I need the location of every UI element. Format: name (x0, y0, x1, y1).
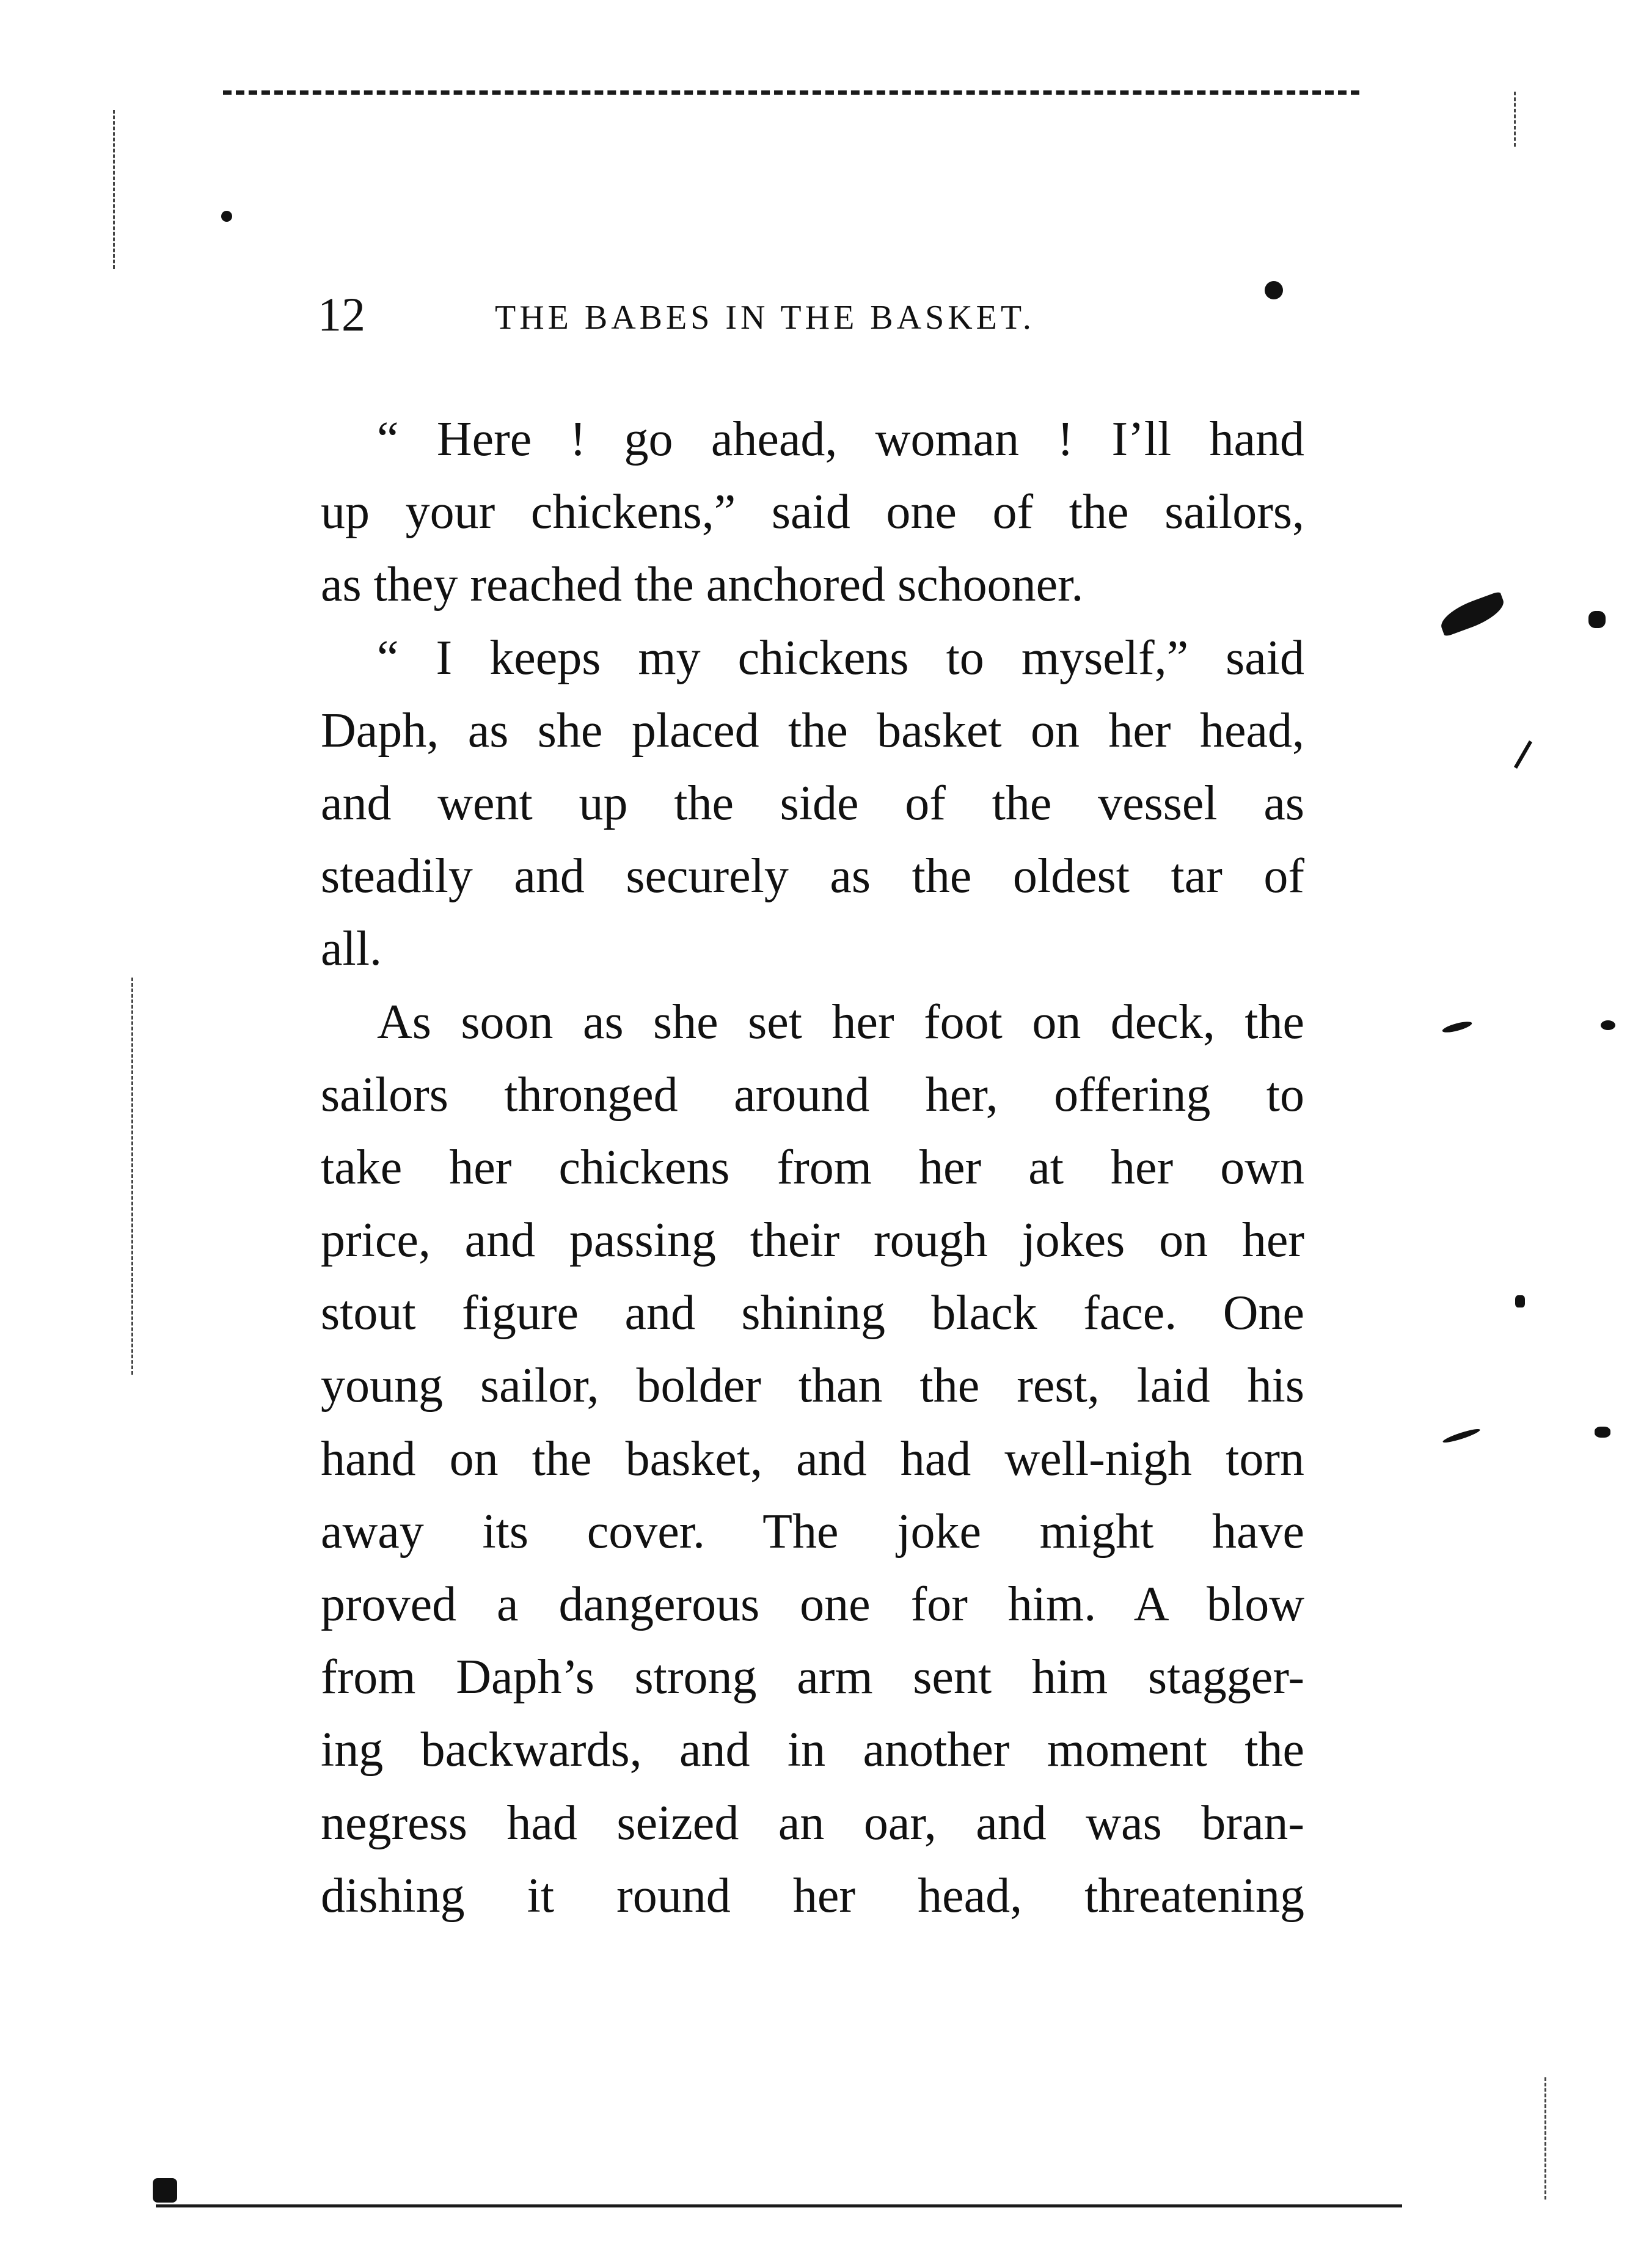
body-text (321, 403, 1304, 1933)
scan-artifact-left-edge-lower (131, 978, 133, 1375)
running-head-title: THE BABES IN THE BASKET. (495, 299, 1035, 337)
ink-speck (221, 211, 232, 222)
text-line: As soon as she set her foot on deck, the (377, 995, 1304, 1049)
text-line: proved a dangerous one for him. A blow (321, 1578, 1304, 1631)
scan-artifact-bottom-rule (156, 2204, 1402, 2207)
text-line: as they reached the anchored schooner. (321, 558, 1084, 612)
text-line: hand on the basket, and had well-nigh torn (321, 1432, 1304, 1486)
text-line: negress had seized an oar, and was bran- (321, 1796, 1304, 1850)
ink-smudge (1442, 1427, 1481, 1444)
text-line: away its cover. The joke might have (321, 1504, 1304, 1559)
text-line: “ I keeps my chickens to myself,” said (377, 631, 1304, 685)
text-line: Daph, as she placed the basket on her head, (321, 703, 1304, 758)
scan-artifact-right-edge-lower (1544, 2077, 1546, 2200)
scan-artifact-top-rule (223, 90, 1359, 95)
ink-smudge (1515, 1295, 1525, 1307)
ink-smudge (1595, 1427, 1610, 1438)
text-line: up your chickens,” said one of the sailors, (321, 485, 1304, 539)
text-line: steadily and securely as the oldest tar of (321, 849, 1304, 904)
text-line: take her chickens from her at her own (321, 1140, 1304, 1194)
text-line: ing backwards, and in another moment the (321, 1723, 1304, 1777)
ink-smudge (153, 2178, 177, 2203)
text-line: from Daph’s strong arm sent him stagger- (321, 1650, 1304, 1705)
scan-artifact-left-edge (113, 110, 115, 269)
scan-artifact-right-edge (1514, 92, 1516, 147)
ink-smudge (1436, 591, 1508, 637)
running-head (318, 287, 1295, 342)
ink-smudge (1514, 741, 1532, 769)
text-line: dishing it round her head, threatening (321, 1868, 1304, 1923)
page-number: 12 (318, 288, 365, 341)
text-line: and went up the side of the vessel as (321, 776, 1304, 830)
text-line: “ Here ! go ahead, woman ! I’ll hand (377, 412, 1304, 466)
text-line: young sailor, bolder than the rest, laid his (321, 1359, 1304, 1413)
ink-smudge (1588, 611, 1606, 628)
text-line: all. (321, 922, 382, 976)
text-line: price, and passing their rough jokes on her (321, 1213, 1304, 1268)
text-line: sailors thronged around her, offering to (321, 1067, 1304, 1122)
text-line: stout figure and shining black face. One (321, 1286, 1304, 1340)
ink-smudge (1441, 1020, 1472, 1035)
ink-smudge (1601, 1020, 1615, 1030)
